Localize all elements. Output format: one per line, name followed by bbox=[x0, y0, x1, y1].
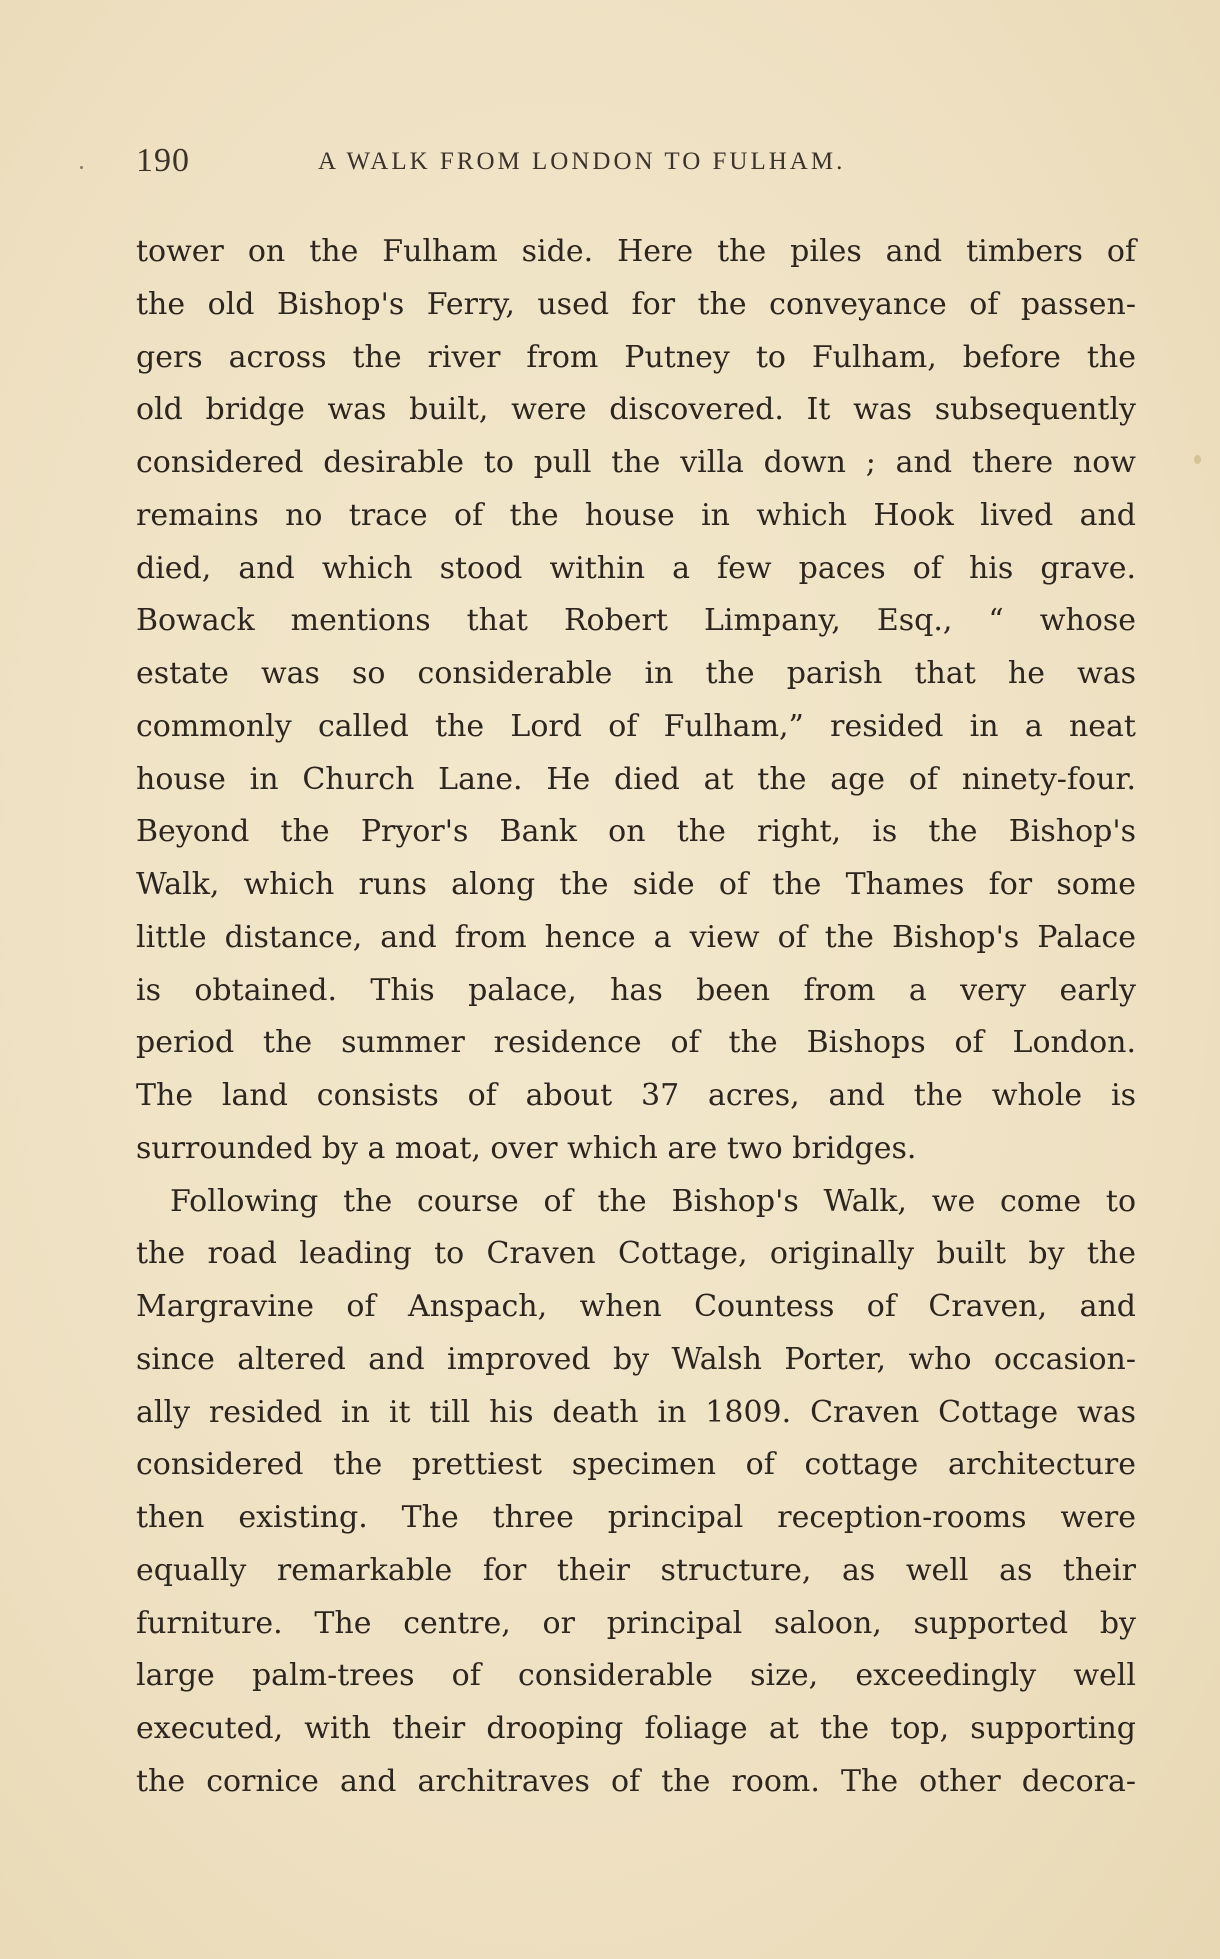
text-line: Beyond the Pryor's Bank on the right, is the Bishop's bbox=[136, 814, 1136, 850]
text-line: Margravine of Anspach, when Countess of Craven, and bbox=[136, 1289, 1136, 1324]
text-line: house in Church Lane. He died at the age of ninety-four. bbox=[136, 761, 1136, 797]
page-header bbox=[136, 142, 1036, 182]
text-line: equally remarkable for their structure, as well as their bbox=[136, 1552, 1136, 1588]
text-line: Following the course of the Bishop's Walk, we come to bbox=[170, 1183, 1136, 1219]
text-line: period the summer residence of the Bishops of London. bbox=[136, 1025, 1136, 1061]
text-line: ally resided in it till his death in 1809. Craven Cottage was bbox=[136, 1394, 1136, 1430]
text-line: The land consists of about 37 acres, and the whole is bbox=[136, 1078, 1136, 1113]
text-line: tower on the Fulham side. Here the piles and timbers of bbox=[136, 234, 1136, 269]
text-line: the road leading to Craven Cottage, originally built by the bbox=[136, 1236, 1136, 1272]
paper-stain bbox=[1194, 455, 1201, 464]
text-line: Bowack mentions that Robert Limpany, Esq., “ whose bbox=[136, 603, 1136, 639]
body-text bbox=[136, 226, 1136, 1809]
text-line: died, and which stood within a few paces of his grave. bbox=[136, 550, 1136, 586]
text-line: furniture. The centre, or principal saloon, supported by bbox=[136, 1605, 1136, 1641]
page-number: 190 bbox=[136, 142, 190, 179]
text-line: Walk, which runs along the side of the Thames for some bbox=[136, 867, 1136, 902]
text-line: gers across the river from Putney to Fulham, before the bbox=[136, 339, 1136, 375]
text-line: considered the prettiest specimen of cottage architecture bbox=[136, 1447, 1136, 1483]
text-line: large palm-trees of considerable size, exceedingly well bbox=[136, 1658, 1136, 1694]
text-line: old bridge was built, were discovered. It was subsequently bbox=[136, 392, 1136, 428]
text-line: remains no trace of the house in which Hook lived and bbox=[136, 497, 1136, 533]
text-line: executed, with their drooping foliage at the top, supporting bbox=[136, 1711, 1136, 1746]
running-head: A WALK FROM LONDON TO FULHAM. bbox=[318, 148, 846, 175]
text-line: then existing. The three principal reception-rooms were bbox=[136, 1500, 1136, 1535]
margin-speck bbox=[80, 166, 83, 169]
text-line: commonly called the Lord of Fulham,” resided in a neat bbox=[136, 708, 1136, 744]
text-line: is obtained. This palace, has been from a very early bbox=[136, 972, 1136, 1008]
text-line: the cornice and architraves of the room. The other decora- bbox=[136, 1763, 1136, 1799]
text-line: little distance, and from hence a view of the Bishop's Palace bbox=[136, 919, 1136, 955]
text-line: the old Bishop's Ferry, used for the conveyance of passen- bbox=[136, 286, 1136, 322]
text-line: estate was so considerable in the parish that he was bbox=[136, 656, 1136, 691]
text-line: surrounded by a moat, over which are two bridges. bbox=[136, 1130, 917, 1166]
text-line: considered desirable to pull the villa down ; and there now bbox=[136, 445, 1136, 480]
text-line: since altered and improved by Walsh Porter, who occasion- bbox=[136, 1341, 1136, 1377]
